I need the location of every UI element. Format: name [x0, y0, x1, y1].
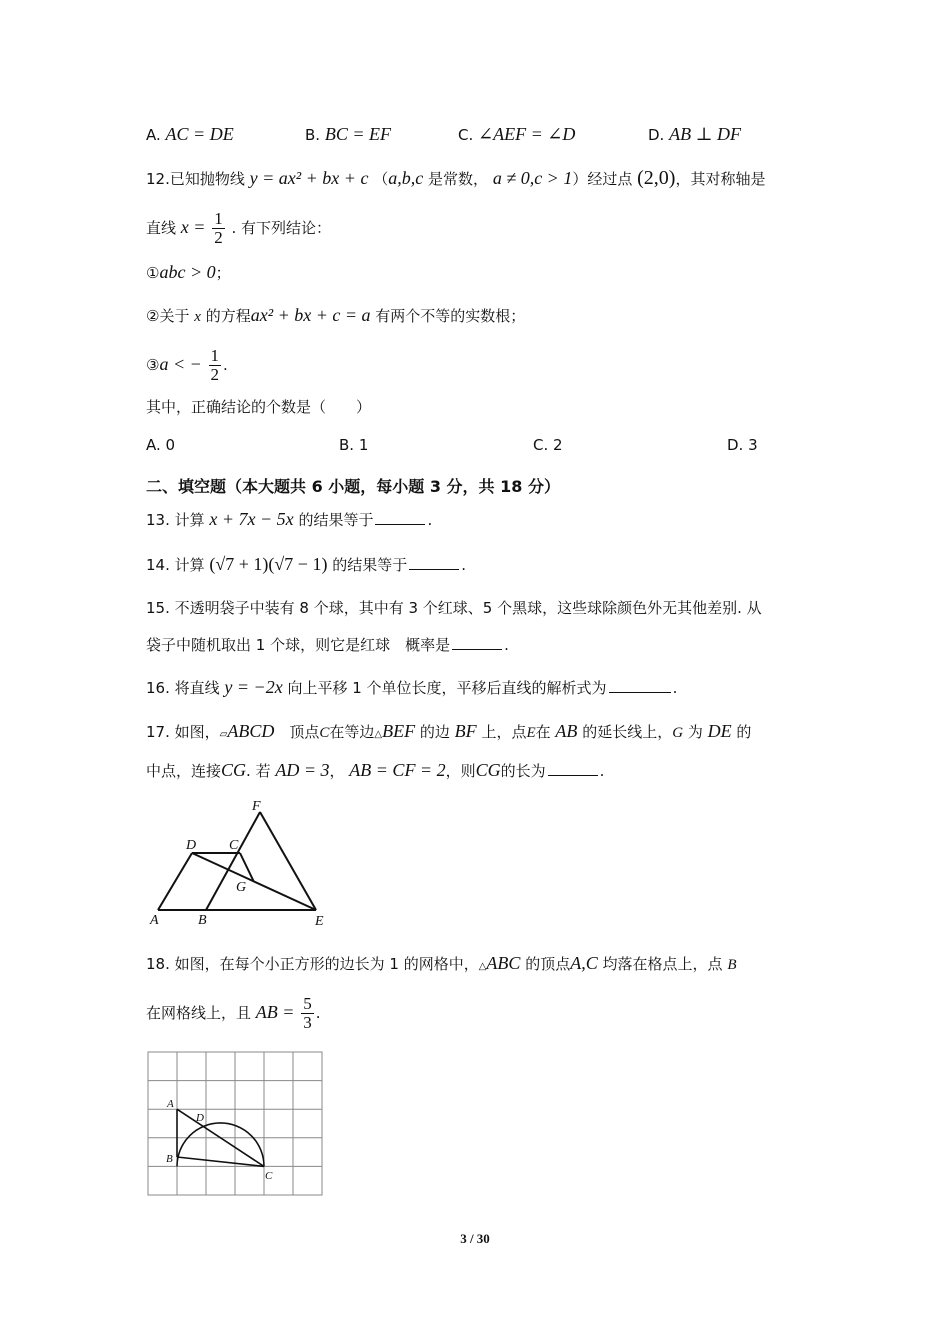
text: 的顶点	[525, 955, 571, 973]
text: .	[599, 762, 605, 780]
triangle-symbol: △	[478, 961, 487, 972]
text: 16. 将直线	[146, 679, 220, 697]
numerator: 5	[303, 994, 312, 1013]
label-e: E	[315, 914, 324, 929]
text: 14. 计算	[146, 556, 205, 574]
denominator: 3	[303, 1013, 312, 1032]
text: 上，点	[481, 723, 527, 741]
text: 在网格线上，且	[146, 1004, 252, 1022]
text: ①	[146, 264, 160, 282]
math: ax² + bx + c = a	[250, 305, 371, 325]
math: x	[194, 309, 201, 325]
math: CG	[475, 760, 501, 780]
figure-q18	[146, 1050, 324, 1198]
text: 顶点	[274, 723, 320, 741]
math: A,C	[570, 953, 598, 973]
numerator: 1	[210, 346, 220, 365]
math: DE	[707, 721, 732, 741]
label-a: A	[150, 913, 159, 928]
option-label: B.	[305, 126, 321, 144]
q12-option-a: A. 0	[146, 436, 176, 454]
q11-option-b	[305, 124, 391, 145]
math: (2,0)	[637, 167, 676, 189]
label-f: F	[252, 799, 261, 814]
q11-option-d	[648, 124, 741, 145]
math: y = ax² + bx + c	[249, 168, 369, 188]
label-g: G	[236, 880, 247, 895]
option-expr: ∠AEF = ∠D	[478, 124, 576, 144]
text: （	[373, 170, 389, 188]
text: 在	[535, 723, 551, 741]
text: 的方程	[205, 307, 251, 325]
text: .	[223, 356, 228, 374]
label-b: B	[166, 1153, 173, 1165]
text: 18. 如图，在每个小正方形的边长为 1 的网格中，	[146, 955, 479, 973]
text: 13. 计算	[146, 511, 205, 529]
text: 的延长线上，	[582, 723, 673, 741]
text: 为	[687, 723, 703, 741]
text: 袋子中随机取出 1 个球，则它是红球 概率是	[146, 636, 451, 654]
label-a: A	[167, 1098, 174, 1110]
math: a,b,c	[388, 168, 424, 188]
math: C	[319, 725, 330, 741]
text: .	[672, 679, 678, 697]
math: AB = CF = 2	[349, 760, 446, 780]
text: 中点，连接	[146, 762, 222, 780]
q12-option-d: D. 3	[727, 436, 758, 454]
math: G	[672, 725, 684, 741]
segment-fe	[260, 812, 316, 910]
text: .	[427, 511, 433, 529]
q12-conclusion-2	[146, 305, 525, 327]
q17-line1	[146, 721, 751, 745]
q12-stem-line2	[146, 208, 331, 247]
option-expr: AC = DE	[165, 124, 234, 144]
math: x + 7x − 5x	[209, 509, 294, 529]
fraction	[212, 210, 225, 247]
math: a ≠ 0,c > 1	[492, 168, 573, 188]
text: ，	[329, 762, 345, 780]
math: ABCD	[227, 721, 275, 741]
text: 的结果等于	[332, 556, 408, 574]
answer-blank	[452, 635, 502, 650]
text: 是常数，	[428, 170, 489, 188]
math: AB	[555, 721, 578, 741]
page-number: 3 / 30	[460, 1231, 490, 1246]
math: x =	[180, 217, 206, 237]
q13	[146, 509, 432, 530]
label-b: B	[198, 913, 207, 928]
option-expr: AB ⊥ DF	[669, 124, 742, 144]
label-c: C	[265, 1170, 273, 1182]
section-heading: 二、填空题（本大题共 6 小题，每小题 3 分，共 18 分）	[146, 477, 560, 496]
numerator: 1	[214, 209, 223, 228]
math: (√7 + 1)(√7 − 1)	[209, 554, 328, 574]
text: 向上平移 1 个单位长度，平移后直线的解析式为	[287, 679, 607, 697]
segment-ad	[158, 853, 192, 910]
text: 有两个不等的实数根；	[375, 307, 526, 325]
q15-line2	[146, 635, 509, 655]
q11-option-a	[146, 124, 234, 145]
text: 在等边	[329, 723, 375, 741]
label-c: C	[229, 838, 239, 853]
text: .	[461, 556, 467, 574]
q17-line2	[146, 760, 604, 781]
math: AB =	[255, 1002, 295, 1022]
text: 的结果等于	[298, 511, 374, 529]
triangle-symbol: △	[374, 729, 383, 740]
q16	[146, 677, 677, 698]
answer-blank	[548, 761, 598, 776]
fraction	[209, 347, 222, 384]
text: ②关于	[146, 307, 190, 325]
math: ABC	[486, 953, 521, 973]
text: 均落在格点上，点	[602, 955, 723, 973]
text: . 有下列结论：	[231, 219, 332, 237]
semicircle-arc	[177, 1123, 264, 1167]
math: a < −	[159, 354, 202, 374]
q12-stem-line1	[146, 168, 765, 189]
math: AD = 3	[275, 760, 330, 780]
text: .	[504, 636, 509, 654]
figure-q17	[140, 795, 340, 935]
text: ）经过点	[572, 170, 633, 188]
label-d: D	[186, 838, 197, 853]
text: ，则	[445, 762, 476, 780]
q14	[146, 554, 466, 575]
math: BF	[454, 721, 477, 741]
math: E	[526, 725, 536, 741]
math: abc > 0	[159, 262, 216, 282]
text: 12.已知抛物线	[146, 170, 245, 188]
q12-question: 其中，正确结论的个数是（ ）	[146, 398, 372, 416]
text: 的	[736, 723, 752, 741]
text: . 若	[246, 762, 271, 780]
text: ③	[146, 356, 160, 374]
math: BEF	[382, 721, 416, 741]
text: 直线	[146, 219, 177, 237]
text: ；	[215, 264, 231, 282]
answer-blank	[409, 555, 459, 570]
option-label: C.	[458, 126, 474, 144]
math: y = −2x	[224, 677, 283, 697]
option-label: A.	[146, 126, 161, 144]
text: 17. 如图，	[146, 723, 220, 741]
q11-option-c	[458, 124, 575, 145]
fraction	[301, 995, 314, 1032]
text: .	[315, 1004, 321, 1022]
q18-line1	[146, 953, 736, 977]
text: ，其对称轴是	[675, 170, 766, 188]
q12-option-b: B. 1	[339, 436, 369, 454]
option-expr: BC = EF	[324, 124, 391, 144]
grid	[148, 1052, 322, 1195]
q18-line2	[146, 992, 321, 1033]
parallelogram-symbol: ▱	[219, 729, 228, 740]
q15-line1: 15. 不透明袋子中装有 8 个球，其中有 3 个红球、5 个黑球，这些球除颜色外无其他差别. 从	[146, 599, 762, 617]
text: 的边	[419, 723, 450, 741]
math: B	[727, 957, 737, 973]
q12-option-c: C. 2	[533, 436, 563, 454]
text: 的长为	[500, 762, 546, 780]
denominator: 2	[210, 365, 220, 384]
segment-bf	[206, 812, 260, 910]
option-label: D.	[648, 126, 665, 144]
label-d: D	[196, 1112, 204, 1124]
math: CG	[221, 760, 247, 780]
denominator: 2	[214, 228, 223, 247]
q12-conclusion-1	[146, 262, 231, 283]
answer-blank	[609, 678, 671, 693]
answer-blank	[375, 510, 425, 525]
q12-conclusion-3	[146, 344, 228, 385]
